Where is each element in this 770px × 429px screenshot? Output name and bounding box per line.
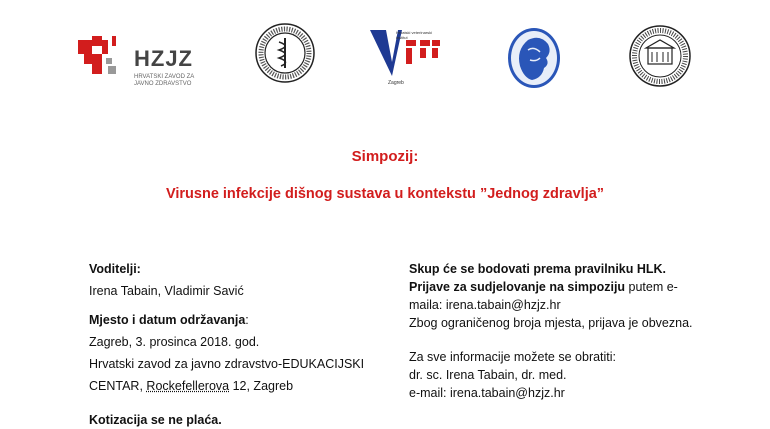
symposium-subtitle: Virusne infekcije dišnog sustava u kontekstu ”Jednog zdravlja” — [165, 186, 605, 202]
fee-note: Kotizacija se ne plaća. — [89, 413, 222, 427]
hzjz-name: HZJZ — [134, 46, 193, 71]
right-column — [409, 260, 739, 402]
apply-rest: putem e- — [625, 280, 678, 294]
event-date: Zagreb, 3. prosinca 2018. god. — [89, 335, 260, 349]
venue-suffix: 12, Zagreb — [229, 379, 294, 393]
hzjz-subtitle-line2: JAVNO ZDRAVSTVO — [134, 81, 192, 87]
credits-note: Skup će se bodovati prema pravilniku HLK. — [409, 262, 667, 276]
symposium-title: Simpozij: — [351, 148, 419, 165]
veterinary-institute-logo — [370, 26, 442, 88]
vet-city: Zagreb — [388, 80, 404, 86]
university-seal-icon — [628, 24, 692, 88]
venue-street: Rockefellerova — [146, 379, 230, 393]
left-column — [89, 260, 389, 429]
venue-line1: Hrvatski zavod za javno zdravstvo-EDUKACIJSKI — [89, 357, 365, 371]
apply-bold: Prijave za sudjelovanje na simpoziju — [409, 280, 626, 294]
hzjz-subtitle-line1: HRVATSKI ZAVOD ZA — [134, 74, 195, 80]
apply-line2: maila: irena.tabain@hzjz.hr — [409, 298, 561, 312]
vet-institute-name: Hrvatski veterinarski institut — [396, 30, 433, 40]
place-label-line — [89, 311, 389, 329]
apply-line1 — [409, 278, 739, 296]
venue-prefix: CENTAR, — [89, 379, 147, 393]
contact-name: dr. sc. Irena Tabain, dr. med. — [409, 368, 567, 382]
limited-note: Zbog ograničenog broja mjesta, prijava je obvezna. — [409, 316, 693, 330]
leaders-names: Irena Tabain, Vladimir Savić — [89, 284, 244, 298]
hzjz-logo — [78, 34, 208, 86]
place-colon: : — [245, 313, 249, 327]
hzjz-mark-icon — [78, 36, 118, 76]
contact-email: e-mail: irena.tabain@hzjz.hr — [409, 386, 565, 400]
portrait-profile-icon — [506, 26, 562, 90]
leaders-label: Voditelji: — [89, 262, 141, 276]
medical-school-seal-icon — [254, 22, 316, 84]
info-note: Za sve informacije možete se obratiti: — [409, 350, 617, 364]
hzjz-subtitle — [134, 74, 204, 88]
place-label: Mjesto i datum održavanja — [89, 313, 246, 327]
venue-line2 — [89, 377, 389, 395]
logo-strip — [0, 0, 770, 110]
